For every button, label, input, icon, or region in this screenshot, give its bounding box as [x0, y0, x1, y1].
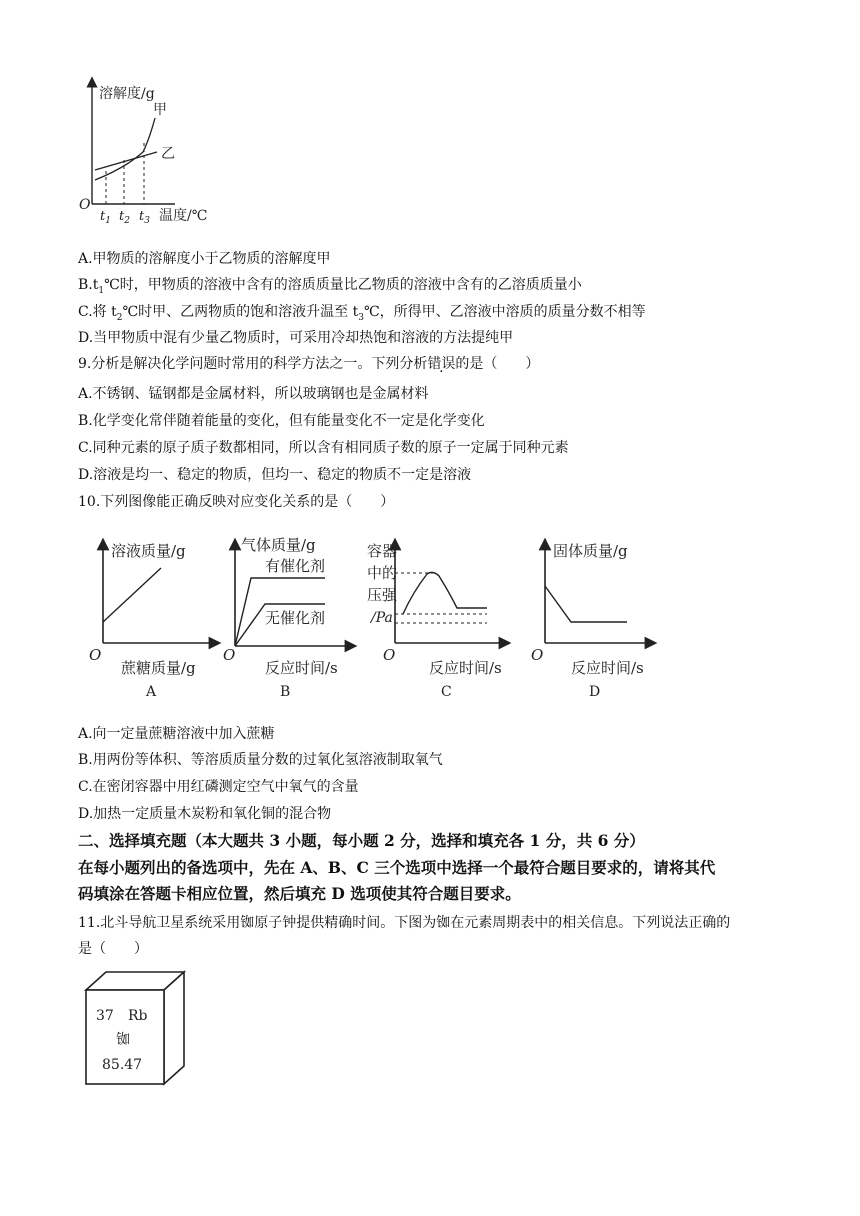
element-card — [80, 968, 190, 1088]
fig-d-xlabel: 反应时间/s — [571, 659, 644, 677]
fig-a-line — [103, 568, 161, 622]
q8-option-a: A.甲物质的溶解度小于乙物质的溶解度甲 — [78, 251, 331, 267]
fig-b-ylabel: 气体质量/g — [241, 536, 316, 554]
fig-a-ylabel: 溶液质量/g — [111, 542, 186, 560]
q10-option-d: D.加热一定质量木炭粉和氧化铜的混合物 — [78, 806, 332, 822]
atomic-mass: 85.47 — [102, 1057, 143, 1073]
q9-option-a: A.不锈钢、锰钢都是金属材料，所以玻璃钢也是金属材料 — [78, 386, 429, 402]
q9-option-d: D.溶液是均一、稳定的物质，但均一、稳定的物质不一定是溶液 — [78, 467, 472, 483]
fig-c-origin: O — [383, 646, 396, 664]
fig-c-ylabel-1: 容器 — [367, 542, 398, 560]
fig-d-ylabel: 固体质量/g — [553, 542, 628, 560]
atomic-number: 37 — [96, 1008, 114, 1024]
fig-d-caption: D — [589, 684, 601, 700]
section2-instruction-2: 码填涂在答题卡相应位置，然后填充 D 选项使其符合题目要求。 — [78, 884, 521, 903]
figure-b — [223, 536, 351, 700]
section2-heading: 二、选择填充题（本大题共 3 小题，每小题 2 分，选择和填充各 1 分，共 6 分） — [78, 831, 645, 850]
fig-d-curve — [545, 586, 627, 622]
fig-b-xlabel: 反应时间/s — [265, 659, 338, 677]
q10-option-a: A.向一定量蔗糖溶液中加入蔗糖 — [78, 726, 275, 742]
tick-t2: $t_2$ — [119, 209, 130, 226]
series-yi-label: 乙 — [161, 146, 175, 162]
q8-option-c: C.将 $t_2℃$时甲、乙两物质的饱和溶液升温至 $t_3℃$，所得甲、乙溶液中溶质的质量分数不相等 — [78, 304, 646, 323]
q10-option-b: B.用两份等体积、等溶质质量分数的过氧化氢溶液制取氧气 — [78, 752, 443, 768]
figure-d — [531, 542, 651, 700]
fig-a-caption: A — [146, 684, 157, 700]
fig-c-xlabel: 反应时间/s — [429, 659, 502, 677]
fig-b-caption: B — [280, 684, 291, 700]
fig-b-curve1-label: 有催化剂 — [265, 557, 326, 575]
series-jia-label: 甲 — [153, 102, 167, 118]
curve-yi — [95, 152, 157, 170]
fig-c-ylabel-4: /Pa — [371, 610, 393, 626]
tick-t1: $t_1$ — [100, 209, 111, 226]
q11-stem-1: 11.北斗导航卫星系统采用铷原子钟提供精确时间。下图为铷在元素周期表中的相关信息。下列说法正确的 — [78, 915, 731, 931]
section2-instruction-1: 在每小题列出的备选项中，先在 A、B、C 三个选项中选择一个最符合题目要求的，请将其代 — [78, 858, 716, 877]
fig-a-origin: O — [89, 646, 102, 664]
ylabel: 溶解度/g — [99, 86, 155, 102]
figure-a — [89, 542, 215, 700]
element-name: 铷 — [116, 1032, 130, 1048]
origin-label: O — [79, 197, 91, 213]
figure-c — [367, 542, 505, 700]
emphasis-mark: 错误 — [427, 356, 456, 372]
curve-jia — [95, 118, 155, 180]
fig-d-origin: O — [531, 646, 544, 664]
fig-c-curve — [403, 572, 487, 614]
solubility-figure — [75, 76, 215, 232]
q8-option-d: D.当甲物质中混有少量乙物质时，可采用冷却热饱和溶液的方法提纯甲 — [78, 330, 514, 346]
fig-c-caption: C — [441, 684, 452, 700]
q10-stem: 10.下列图像能正确反映对应变化关系的是（ ） — [78, 494, 395, 510]
fig-c-ylabel-3: 压强 — [367, 586, 398, 604]
fig-b-origin: O — [223, 646, 236, 664]
element-symbol: Rb — [128, 1008, 148, 1024]
fig-c-ylabel-2: 中的 — [367, 564, 398, 582]
q8-option-b: $B.t_1℃$时，甲物质的溶液中含有的溶质质量比乙物质的溶液中含有的乙溶质质量小 — [78, 277, 582, 296]
q9-option-c: C.同种元素的原子质子数都相同，所以含有相同质子数的原子一定属于同种元素 — [78, 440, 569, 456]
fig-b-curve2-label: 无催化剂 — [265, 609, 326, 627]
q9-option-b: B.化学变化常伴随着能量的变化，但有能量变化不一定是化学变化 — [78, 413, 485, 429]
q10-figures — [75, 528, 660, 708]
tick-t3: $t_3$ — [139, 209, 150, 226]
q11-stem-2: 是（ ） — [78, 941, 148, 957]
q9-stem: 9.分析是解决化学问题时常用的科学方法之一。下列分析错误的是（ ） — [78, 356, 540, 372]
q10-option-c: C.在密闭容器中用红磷测定空气中氧气的含量 — [78, 779, 359, 795]
fig-a-xlabel: 蔗糖质量/g — [121, 659, 196, 677]
xlabel: 温度/℃ — [159, 208, 208, 224]
